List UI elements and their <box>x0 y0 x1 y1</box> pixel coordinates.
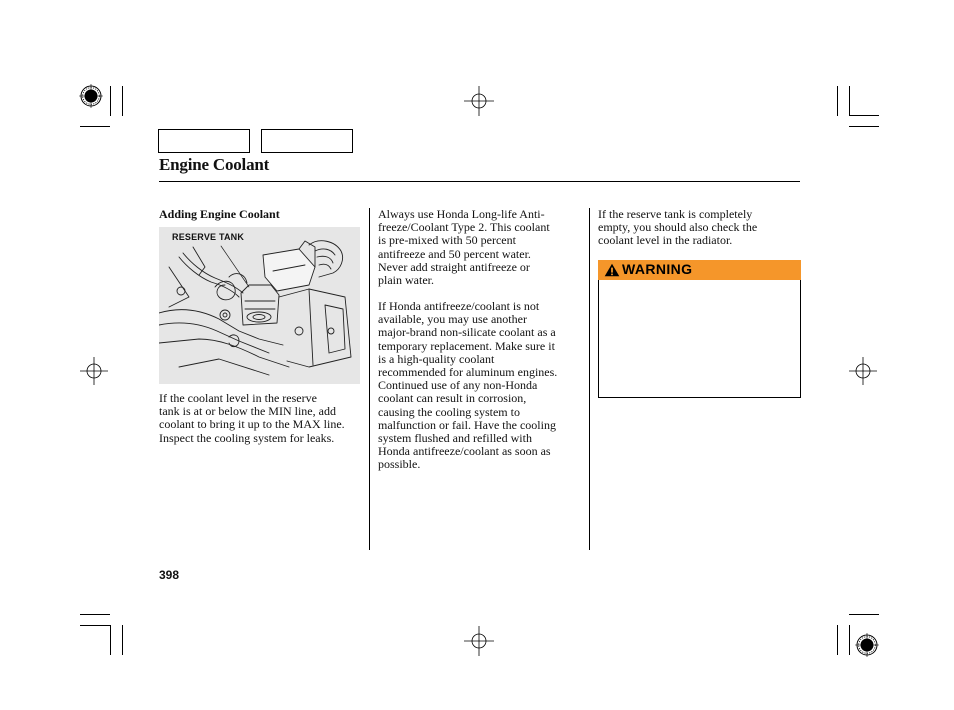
crop-mark <box>849 126 879 127</box>
column-divider-2 <box>589 208 590 550</box>
crop-mark <box>110 625 111 655</box>
engine-bay-drawing <box>159 227 360 384</box>
crosshair-mark-top <box>464 86 494 116</box>
crop-mark <box>80 614 110 615</box>
warning-banner <box>598 260 801 280</box>
crosshair-mark-bottom <box>464 626 494 656</box>
crop-mark <box>122 625 123 655</box>
section-heading: Adding Engine Coolant <box>159 207 280 221</box>
reserve-tank-instructions: If the coolant level in the reserve tank is at or below the MIN line, add coolant to bring it up to the MAX line. Inspect the cooling system for leaks. <box>159 391 345 445</box>
coolant-type-paragraph: Always use Honda Long-life Anti- freeze/Coolant Type 2. This coolant is pre-mixed with 50 percent antifreeze and 50 percent water. Never add straight antifreeze or plain water. <box>378 207 550 288</box>
crop-mark <box>849 614 879 615</box>
crop-mark <box>80 126 110 127</box>
crosshair-mark-left <box>80 357 108 385</box>
title-rule <box>159 181 800 182</box>
registration-mark-top-left <box>76 80 126 130</box>
crop-mark <box>122 86 123 116</box>
alternative-coolant-paragraph: If Honda antifreeze/coolant is not available, you may use another major-brand non-silicate coolant as a temporary replacement. Make sure it is a high-quality coolant recommended for aluminum engines. Continued use of any non-Honda coolant can result in corrosion, causing the cooling system to malfunction or fail. Have the cooling system flushed and refilled with Honda antifreeze/coolant as soon as possible. <box>378 299 558 472</box>
crop-mark <box>837 86 838 116</box>
crop-mark <box>110 86 111 116</box>
page-number: 398 <box>159 568 180 582</box>
radiator-check-paragraph: If the reserve tank is completely empty, you should also check the coolant level in the radiator. <box>598 207 758 248</box>
crop-mark <box>80 625 110 626</box>
crop-mark <box>849 115 879 116</box>
column-divider-1 <box>369 208 370 550</box>
warning-box <box>598 280 801 398</box>
figure-label: RESERVE TANK <box>172 232 245 242</box>
warning-triangle-icon <box>604 263 620 277</box>
crop-mark <box>849 86 850 116</box>
crop-mark <box>837 625 838 655</box>
header-tab-box-2 <box>261 129 353 153</box>
crosshair-mark-right <box>849 357 877 385</box>
warning-label: WARNING <box>622 261 693 277</box>
page-title: Engine Coolant <box>159 155 270 174</box>
reserve-tank-illustration <box>159 227 360 384</box>
header-tab-box-1 <box>158 129 250 153</box>
registration-mark-bottom-right <box>850 628 884 662</box>
